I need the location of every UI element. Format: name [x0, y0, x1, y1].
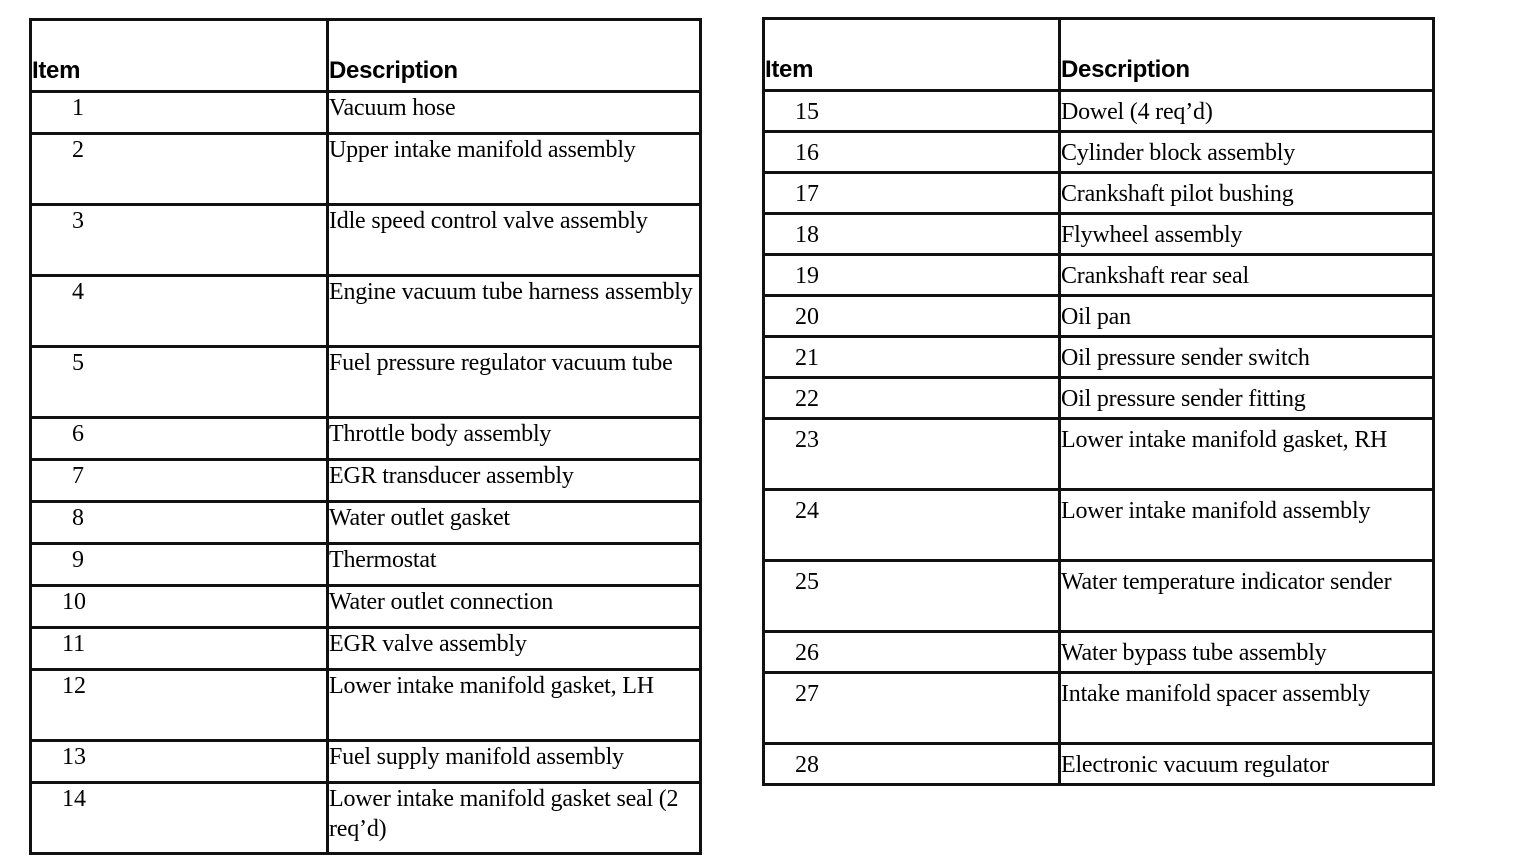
description-cell: EGR valve assembly	[328, 628, 701, 670]
table-row	[764, 378, 1434, 419]
item-number: 8	[72, 505, 84, 531]
description-column-header: Description	[1060, 19, 1434, 91]
table-header-row	[764, 19, 1434, 91]
item-number-cell	[764, 744, 1060, 785]
table-row	[764, 561, 1434, 632]
description-cell: Electronic vacuum regulator	[1060, 744, 1434, 785]
description-cell: Intake manifold spacer assembly	[1060, 673, 1434, 744]
item-number: 9	[72, 547, 84, 573]
description-cell: Vacuum hose	[328, 92, 701, 134]
item-number: 27	[795, 681, 819, 707]
description-cell: Thermostat	[328, 544, 701, 586]
table-header-row	[31, 20, 701, 92]
table-row	[31, 92, 701, 134]
item-number: 2	[72, 137, 84, 163]
item-number: 14	[62, 786, 86, 812]
table-row	[31, 347, 701, 418]
description-cell: Crankshaft pilot bushing	[1060, 173, 1434, 214]
parts-table-left	[29, 18, 702, 855]
table-row	[31, 544, 701, 586]
table-row	[764, 132, 1434, 173]
table-row	[764, 673, 1434, 744]
item-number: 10	[62, 589, 86, 615]
table-row	[31, 205, 701, 276]
item-number-cell	[31, 460, 328, 502]
item-number: 23	[795, 427, 819, 453]
description-cell: Lower intake manifold gasket, RH	[1060, 419, 1434, 490]
item-column-header: Item	[764, 19, 1060, 91]
description-cell: Flywheel assembly	[1060, 214, 1434, 255]
item-number-cell	[764, 490, 1060, 561]
description-column-header: Description	[328, 20, 701, 92]
description-cell: EGR transducer assembly	[328, 460, 701, 502]
table-row	[31, 460, 701, 502]
item-number-cell	[31, 544, 328, 586]
item-number: 15	[795, 99, 819, 125]
item-number: 20	[795, 304, 819, 330]
item-number-cell	[764, 378, 1060, 419]
item-number-cell	[764, 255, 1060, 296]
parts-table-right	[762, 17, 1435, 786]
item-number-cell	[31, 92, 328, 134]
table-row	[31, 418, 701, 460]
table-row	[764, 173, 1434, 214]
item-number: 26	[795, 640, 819, 666]
item-number: 19	[795, 263, 819, 289]
description-cell: Throttle body assembly	[328, 418, 701, 460]
description-cell: Lower intake manifold assembly	[1060, 490, 1434, 561]
table-row	[31, 502, 701, 544]
item-number-cell	[764, 132, 1060, 173]
table-row	[764, 296, 1434, 337]
item-number-cell	[31, 205, 328, 276]
item-number: 4	[72, 279, 84, 305]
table-row	[764, 337, 1434, 378]
description-cell: Fuel supply manifold assembly	[328, 741, 701, 783]
table-row	[764, 490, 1434, 561]
item-number-cell	[31, 670, 328, 741]
item-number: 12	[62, 673, 86, 699]
item-number-cell	[31, 134, 328, 205]
item-number: 5	[72, 350, 84, 376]
item-number-cell	[31, 741, 328, 783]
table-row	[31, 670, 701, 741]
item-number-cell	[31, 276, 328, 347]
item-number-cell	[764, 673, 1060, 744]
item-column-header: Item	[31, 20, 328, 92]
table-row	[764, 255, 1434, 296]
item-number-cell	[764, 561, 1060, 632]
item-number: 21	[795, 345, 819, 371]
item-number-cell	[764, 296, 1060, 337]
item-number: 3	[72, 208, 84, 234]
item-number: 22	[795, 386, 819, 412]
description-cell: Lower intake manifold gasket, LH	[328, 670, 701, 741]
description-cell: Fuel pressure regulator vacuum tube	[328, 347, 701, 418]
item-number-cell	[764, 91, 1060, 132]
description-cell: Upper intake manifold assembly	[328, 134, 701, 205]
item-number-cell	[764, 214, 1060, 255]
table-row	[31, 276, 701, 347]
table-row	[31, 586, 701, 628]
item-number: 6	[72, 421, 84, 447]
item-number-cell	[31, 418, 328, 460]
description-cell: Lower intake manifold gasket seal (2 req’d)	[328, 783, 701, 854]
table-row	[764, 214, 1434, 255]
item-number-cell	[31, 783, 328, 854]
description-cell: Water bypass tube assembly	[1060, 632, 1434, 673]
item-number-cell	[764, 337, 1060, 378]
table-row	[764, 91, 1434, 132]
item-number: 1	[72, 95, 84, 121]
description-cell: Oil pressure sender fitting	[1060, 378, 1434, 419]
item-number: 17	[795, 181, 819, 207]
description-cell: Idle speed control valve assembly	[328, 205, 701, 276]
item-number-cell	[31, 347, 328, 418]
item-number: 24	[795, 498, 819, 524]
item-number-cell	[31, 628, 328, 670]
description-cell: Oil pan	[1060, 296, 1434, 337]
description-cell: Engine vacuum tube harness assembly	[328, 276, 701, 347]
description-cell: Dowel (4 req’d)	[1060, 91, 1434, 132]
item-number: 7	[72, 463, 84, 489]
description-cell: Cylinder block assembly	[1060, 132, 1434, 173]
table-row	[31, 628, 701, 670]
item-number-cell	[31, 586, 328, 628]
table-row	[764, 744, 1434, 785]
table-row	[764, 632, 1434, 673]
description-cell: Water outlet connection	[328, 586, 701, 628]
item-number: 25	[795, 569, 819, 595]
item-number: 16	[795, 140, 819, 166]
description-cell: Water temperature indicator sender	[1060, 561, 1434, 632]
description-cell: Water outlet gasket	[328, 502, 701, 544]
item-number-cell	[31, 502, 328, 544]
description-cell: Crankshaft rear seal	[1060, 255, 1434, 296]
table-row	[31, 783, 701, 854]
item-number: 28	[795, 752, 819, 778]
table-row	[31, 134, 701, 205]
item-number-cell	[764, 632, 1060, 673]
description-cell: Oil pressure sender switch	[1060, 337, 1434, 378]
item-number: 11	[62, 631, 86, 657]
table-row	[764, 419, 1434, 490]
table-row	[31, 741, 701, 783]
item-number-cell	[764, 173, 1060, 214]
item-number: 18	[795, 222, 819, 248]
item-number: 13	[62, 744, 86, 770]
item-number-cell	[764, 419, 1060, 490]
